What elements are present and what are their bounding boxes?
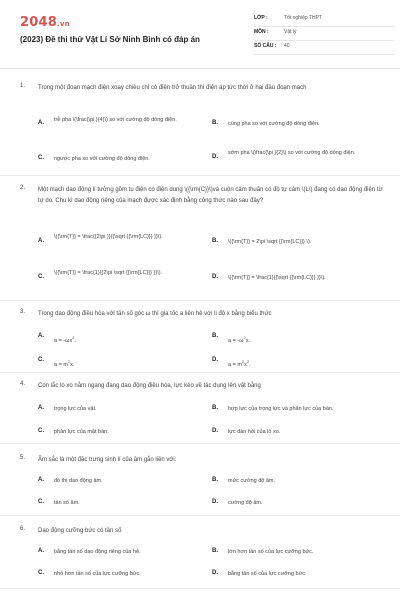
question-number: 5. [20, 455, 26, 461]
divider [0, 515, 400, 516]
meta-value: 40 [284, 43, 290, 49]
option-text: \({\rm{T}} = 2\pi \sqrt {{\rm{LC}}} \). [228, 239, 312, 245]
logo-main: 2048 [20, 15, 57, 30]
question-text: Con lắc lò xo nằm ngang đang dao động điều hòa, lực kéo về tác dụng lên vật bằng [38, 383, 261, 389]
option-letter: C. [38, 357, 44, 363]
option-letter: C. [38, 428, 44, 434]
option-text: lớn hơn tần số của lực cưỡng bức. [228, 549, 314, 555]
option-text: $a = -\omega x^2$. [54, 335, 76, 344]
option-text: $a = m^2x$. [54, 359, 75, 368]
question-text: Một mạch dao động lí tưởng gồm tụ điện có điện dung \({\rm{C}}\)và cuộn cảm thuần có độ tự cảm \(L\) đang có dao động điện từ tự do. Chu kì dao động riêng của mạch được xác định bằng công thức nào sau đây? [38, 187, 383, 204]
question-number: 6. [20, 526, 26, 532]
option-letter: A. [38, 548, 44, 554]
option-text: bằng tần số của lực cưỡng bức. [228, 571, 307, 577]
site-logo[interactable] [20, 15, 70, 30]
meta-value: Vật lý [284, 29, 297, 35]
option-text: mức cường độ âm. [228, 478, 276, 484]
option-letter: A. [38, 238, 44, 244]
divider [0, 175, 400, 176]
option-letter: B. [212, 548, 218, 554]
option-letter: D. [212, 274, 218, 280]
question-text: Dao động cưỡng bức có tần số [38, 528, 122, 534]
option-text: lực đàn hồi của lò xo. [228, 429, 281, 435]
option-letter: B. [212, 405, 218, 411]
option-letter: D. [212, 499, 218, 505]
option-text: \({\rm{T}} = \frac{{2\pi }}{{\sqrt {{\rm{LC}}} }}\). [54, 234, 163, 240]
option-letter: A. [38, 477, 44, 483]
option-letter: A. [38, 405, 44, 411]
option-letter: C. [38, 570, 44, 576]
option-text: $a = m^2x^2$. [228, 359, 251, 368]
option-text: nhỏ hơn tần số của lực cưỡng bức. [54, 571, 141, 577]
option-text: trễ pha \(\frac{\pi }{4}\) so với cường độ dòng điện. [54, 117, 177, 123]
page-header [0, 0, 400, 72]
option-letter: D. [212, 154, 218, 160]
option-text: \({\rm{T}} = \frac{1}{{\sqrt {{\rm{LC}}} }}\). [228, 275, 326, 281]
divider [0, 300, 400, 301]
option-letter: A. [38, 333, 44, 339]
option-text: hợp lực của trọng lực và phản lực của bàn. [228, 406, 334, 412]
meta-row-subject [254, 28, 394, 41]
option-letter: B. [212, 333, 218, 339]
option-text: cùng pha so với cường độ dòng điện. [228, 121, 320, 127]
option-text: ngược pha so với cường độ dòng điện. [54, 156, 150, 162]
divider [0, 372, 400, 373]
option-text: cường độ âm. [228, 500, 263, 506]
question-number: 4. [20, 381, 26, 387]
question-text: Âm sắc là một đặc trưng sinh lí của âm gắn liền với: [38, 457, 177, 463]
meta-key: SỐ CÂU : [254, 43, 277, 49]
divider [0, 588, 400, 589]
option-text: phản lực của mặt bàn. [54, 429, 109, 435]
option-letter: C. [38, 155, 44, 161]
exam-meta [254, 14, 394, 56]
meta-key: MÔN : [254, 29, 269, 35]
meta-value: Tốt nghiệp THPT [284, 15, 322, 21]
meta-row-count [254, 42, 394, 55]
logo-suffix: .vn [56, 20, 70, 28]
option-text: trọng lực của vật. [54, 406, 97, 412]
option-letter: B. [212, 120, 218, 126]
option-letter: C. [38, 274, 44, 280]
question-number: 3. [20, 309, 26, 315]
divider [0, 443, 400, 444]
option-letter: B. [212, 477, 218, 483]
option-letter: D. [212, 428, 218, 434]
meta-key: LỚP : [254, 15, 268, 21]
question-text: Trong dao động điều hòa với tần số góc ω thì gia tốc a liên hệ với li độ x bằng biểu thức [38, 311, 272, 317]
meta-row-class [254, 14, 394, 27]
option-text: \({\rm{T}} = \frac{1}{{2\pi \sqrt {{\rm{LC}}} }}\). [54, 270, 163, 276]
option-text: đồ thị dao động âm. [54, 478, 103, 484]
exam-title: (2023) Đề thi thử Vật Lí Sở Ninh Bình có đáp án [20, 35, 200, 44]
option-text: tần số âm. [54, 500, 80, 506]
option-text: sớm pha \(\frac{\pi }{2}\) so với cường độ dòng điện. [228, 150, 356, 156]
option-letter: C. [38, 499, 44, 505]
option-text: $a = -\omega^2x$. [228, 335, 250, 344]
option-text: bằng tần số dao động riêng của hệ. [54, 549, 141, 555]
option-letter: A. [38, 120, 44, 126]
question-text: Trong một đoạn mạch điện xoay chiều chỉ có điện trở thuần thì điện áp tức thời ở hai đầu đoạn mạch [38, 85, 307, 91]
option-letter: D. [212, 570, 218, 576]
option-letter: B. [212, 238, 218, 244]
question-number: 2. [20, 185, 26, 191]
option-letter: D. [212, 357, 218, 363]
header-divider [0, 68, 400, 69]
question-number: 1. [20, 83, 26, 89]
